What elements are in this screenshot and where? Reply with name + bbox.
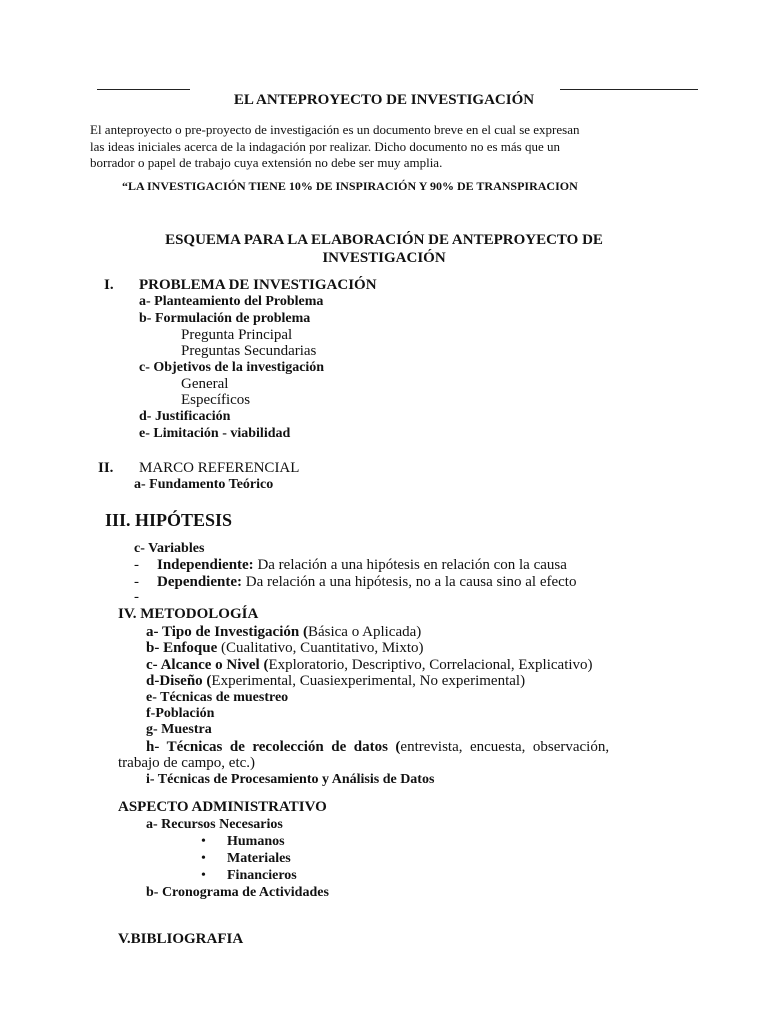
section-2-item-a: a- Fundamento Teórico [134,477,274,492]
admin-resource-financieros: • Financieros [227,869,297,883]
section-1-item-c: c- Objetivos de la investigación [139,360,325,375]
top-rule-right [560,89,698,90]
dash-3: - [134,589,139,605]
section-1-item-c2: Específicos [181,392,251,408]
section-4-item-a-text: Básica o Aplicada) [307,624,422,640]
dash-1: - [134,557,139,573]
intro-line-3: borrador o papel de trabajo cuya extensión no debe ser muy amplia. [90,155,443,170]
variable-dependent-label: Dependiente: [157,574,242,590]
section-4-item-h-text: entrevista, encuesta, observación, [400,739,610,755]
variable-dependent [157,575,576,590]
section-1-item-d: d- Justificación [139,409,231,424]
section-4-item-b-label: b- Enfoque [146,640,218,656]
section-1-item-a: a- Planteamiento del Problema [139,294,324,309]
variable-dependent-text: Da relación a una hipótesis, no a la causa sino al efecto [242,574,577,590]
quote: “LA INVESTIGACIÓN TIENE 10% DE INSPIRACIÓN Y 90% DE TRANSPIRACION [122,179,578,193]
admin-resource-humanos: • Humanos [227,835,285,849]
variable-independent-text: Da relación a una hipótesis en relación con la causa [253,557,567,573]
variable-independent [157,558,567,573]
section-2-number: II. [98,460,114,476]
section-4-title: IV. METODOLOGÍA [118,606,259,622]
section-4-item-h [146,740,609,755]
section-4-item-c-text: Exploratorio, Descriptivo, Correlacional, Explicativo) [268,657,593,673]
section-1-item-e: e- Limitación - viabilidad [139,426,291,441]
top-rule-left [97,89,190,90]
section-3-title: III. HIPÓTESIS [105,510,233,530]
dash-2: - [134,574,139,590]
scheme-title-line-2: INVESTIGACIÓN [322,250,446,266]
section-5-title: V.BIBLIOGRAFIA [118,931,244,947]
section-4-item-e: e- Técnicas de muestreo [146,690,289,705]
section-1-item-c1: General [181,376,229,392]
intro-line-1: El anteproyecto o pre-proyecto de investigación es un documento breve en el cual se expresan [90,122,580,137]
section-1-title: PROBLEMA DE INVESTIGACIÓN [139,277,377,293]
section-1-number: I. [104,277,114,293]
section-4-item-c [146,658,593,673]
admin-resource-materiales: • Materiales [227,852,291,866]
section-4-item-f: f-Población [146,706,215,721]
section-4-item-h-label: h- Técnicas de recolección de datos ( [146,739,401,755]
document-title: EL ANTEPROYECTO DE INVESTIGACIÓN [233,92,535,108]
section-4-item-b-text: (Cualitativo, Cuantitativo, Mixto) [217,640,424,656]
section-4-item-h-continued: trabajo de campo, etc.) [118,755,256,771]
admin-title: ASPECTO ADMINISTRATIVO [118,799,327,815]
scheme-title-line-1: ESQUEMA PARA LA ELABORACIÓN DE ANTEPROYECTO DE [165,232,603,248]
section-4-item-i: i- Técnicas de Procesamiento y Análisis de Datos [146,772,435,787]
section-4-item-a [146,625,421,640]
section-4-item-d-text: Experimental, Cuasiexperimental, No experimental) [211,673,526,689]
section-1-item-b2: Preguntas Secundarias [181,343,317,359]
section-2-title: MARCO REFERENCIAL [139,460,300,476]
section-4-item-a-label: a- Tipo de Investigación ( [146,624,308,640]
section-4-item-d-label: d-Diseño ( [146,673,212,689]
section-4-item-b [146,641,424,656]
variable-independent-label: Independiente: [157,557,254,573]
section-4-item-d [146,674,525,689]
admin-item-a: a- Recursos Necesarios [146,817,283,832]
admin-item-b: b- Cronograma de Actividades [146,885,329,900]
section-4-item-c-label: c- Alcance o Nivel ( [146,657,269,673]
section-1-item-b: b- Formulación de problema [139,311,311,326]
section-3-item-c: c- Variables [134,541,205,556]
section-1-item-b1: Pregunta Principal [181,327,293,343]
section-4-item-g: g- Muestra [146,722,212,737]
intro-line-2: las ideas iniciales acerca de la indagación por realizar. Dicho documento no es más que un [90,139,560,154]
